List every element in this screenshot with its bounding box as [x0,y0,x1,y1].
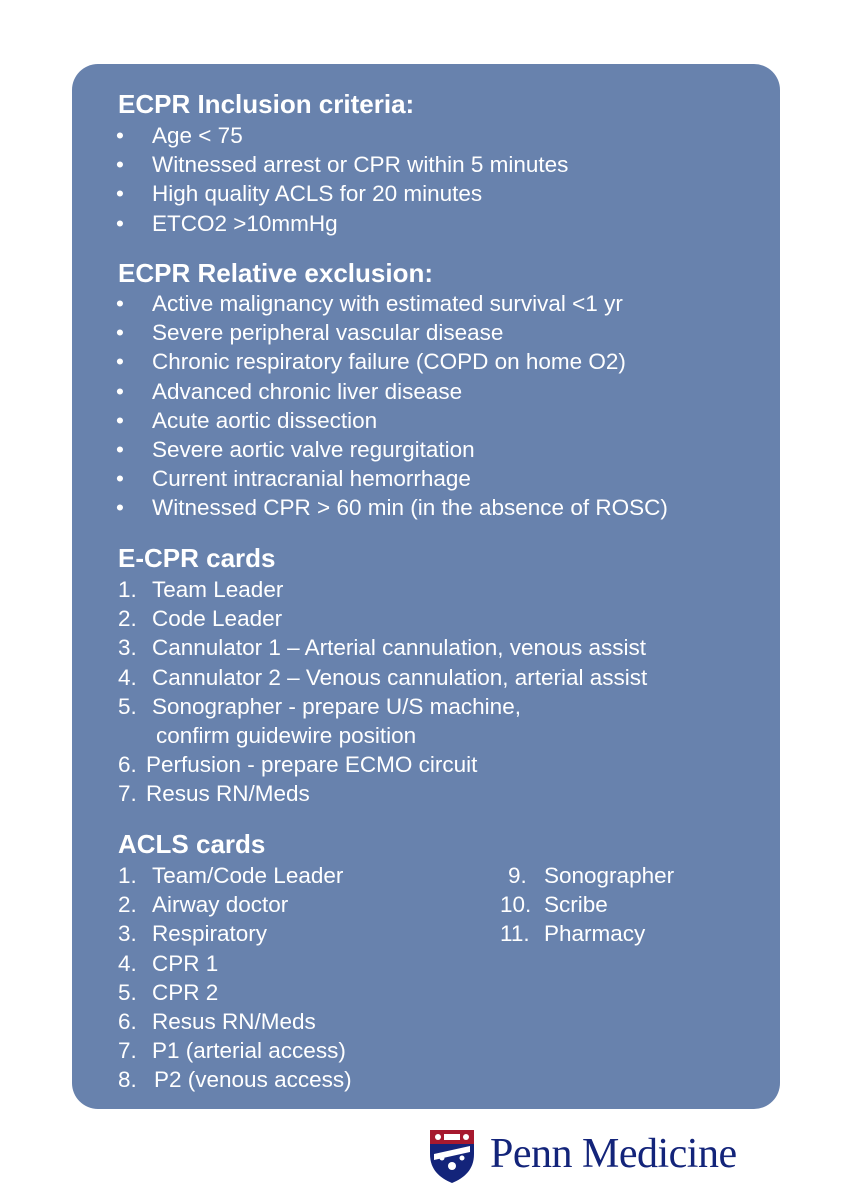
acls-cards-title: ACLS cards [118,829,266,859]
inclusion-title: ECPR Inclusion criteria: [118,89,415,119]
penn-medicine-logo [428,1128,788,1184]
exclusion-title: ECPR Relative exclusion: [118,258,433,288]
criteria-card: ECPR Inclusion criteria: • Age < 75 • Witnessed arrest or CPR within 5 minutes • High quality ACLS for 20 minutes • ETCO2 >10mmHg ECPR Relative exclusion: • Active malignancy with estimated survival <1 yr • Severe peripheral vascular disease • Chronic respiratory failure (COPD on home O2) • Advanced chronic liver disease • Acute aortic dissection • Severe aortic valve regurgitation • Current intracranial hemorrhage • Witnessed CPR > 60 min (in the absence of ROSC) E-CPR cards 1. Team Leader 2. Code Leader 3. Cannulator 1 – Arterial cannulation, venous assist 4. Cannulator 2 – Venous cannulation, arterial assist 5. Sonographer - prepare U/S machine, confirm guidewire position 6. Perfusion - prepare ECMO circuit 7. Resus RN/Meds ACLS cards 1. Team/Code Leader 2. Airway doctor 3. Respiratory 4. CPR 1 5. CPR 2 6. Resus RN/Meds 7. P1 (arterial access) 8. P2 (venous access) 9. Sonographer 10. Scribe 11. Pharmacy [72,64,780,1109]
ecpr-cards-title: E-CPR cards [118,543,276,573]
penn-shield-icon [428,1128,476,1184]
logo-wordmark: Penn Medicine [490,1131,737,1177]
